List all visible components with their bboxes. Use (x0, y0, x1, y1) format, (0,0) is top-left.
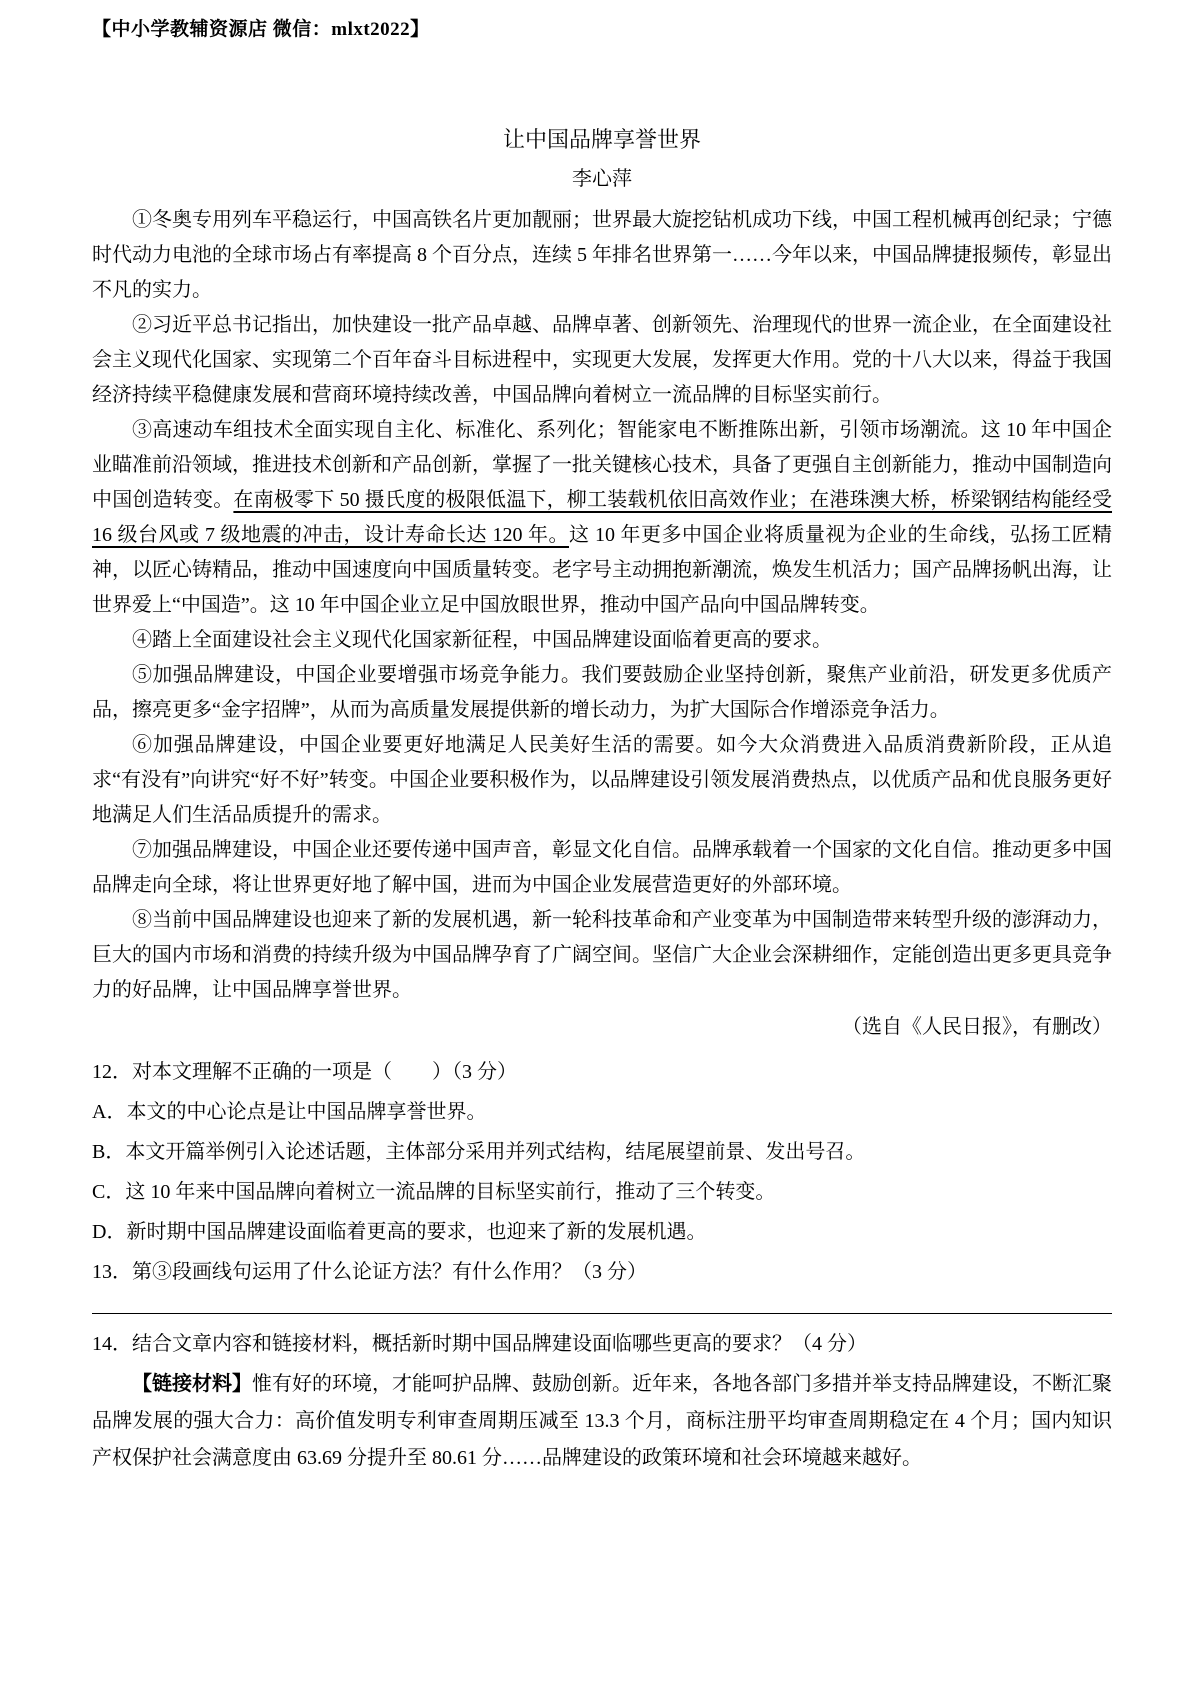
questions-section (92, 1052, 1112, 1477)
linked-material-label: 【链接材料】 (132, 1373, 252, 1395)
answer-writing-line (92, 1292, 1112, 1314)
question-12-option-a: A．本文的中心论点是让中国品牌享誉世界。 (92, 1101, 487, 1123)
paragraph-6: ⑥加强品牌建设，中国企业要更好地满足人民美好生活的需要。如今大众消费进入品质消费新阶段，正从追求“有没有”向讲究“好不好”转变。中国企业要积极作为，以品牌建设引领发展消费热点，以优质产品和优良服务更好地满足人们生活品质提升的需求。 (92, 734, 1112, 826)
question-14-stem: 14．结合文章内容和链接材料，概括新时期中国品牌建设面临哪些更高的要求？（4 分） (92, 1333, 867, 1355)
paragraph-3-tail: 这 10 年更多中国企业将质量视为企业的生命线，弘扬工匠精神，以匠心铸精品，推动中国速度向中国质量转变。老字号主动拥抱新潮流，焕发生机活力；国产品牌扬帆出海，让世界爱上“中国造”。这 10 年中国企业立足中国放眼世界，推动中国产品向中国品牌转变。 (92, 524, 1112, 616)
linked-material-text: 惟有好的环境，才能呵护品牌、鼓励创新。近年来，各地各部门多措并举支持品牌建设，不断汇聚品牌发展的强大合力：高价值发明专利审查周期压减至 13.3 个月，商标注册平均审查周期稳定在 4 个月；国内知识产权保护社会满意度由 63.69 分提升至 80.61 分……品牌建设的政策环境和社会环境越来越好。 (92, 1373, 1112, 1469)
question-13-stem: 13．第③段画线句运用了什么论证方法？有什么作用？（3 分） (92, 1261, 647, 1283)
store-watermark-header: 【中小学教辅资源店 微信：mlxt2022】 (92, 19, 430, 40)
question-12-option-c: C．这 10 年来中国品牌向着树立一流品牌的目标坚实前行，推动了三个转变。 (92, 1181, 776, 1203)
question-12-option-d: D．新时期中国品牌建设面临着更高的要求，也迎来了新的发展机遇。 (92, 1221, 707, 1243)
paragraph-1: ①冬奥专用列车平稳运行，中国高铁名片更加靓丽；世界最大旋挖钻机成功下线，中国工程机械再创纪录；宁德时代动力电池的全球市场占有率提高 8 个百分点，连续 5 年排名世界第一……今年以来，中国品牌捷报频传，彰显出不凡的实力。 (92, 209, 1112, 301)
article-author: 李心萍 (572, 168, 632, 190)
linked-material-paragraph (92, 1366, 1112, 1477)
question-12-stem: 12．对本文理解不正确的一项是（ ）（3 分） (92, 1061, 517, 1083)
article-body (92, 203, 1112, 1008)
paragraph-7: ⑦加强品牌建设，中国企业还要传递中国声音，彰显文化自信。品牌承载着一个国家的文化自信。推动更多中国品牌走向全球，将让世界更好地了解中国，进而为中国企业发展营造更好的外部环境。 (92, 839, 1112, 896)
source-attribution: （选自《人民日报》，有删改） (842, 1016, 1112, 1038)
article-title: 让中国品牌享誉世界 (502, 127, 701, 152)
paragraph-2: ②习近平总书记指出，加快建设一批产品卓越、品牌卓著、创新领先、治理现代的世界一流企业，在全面建设社会主义现代化国家、实现第二个百年奋斗目标进程中，实现更大发展，发挥更大作用。党的十八大以来，得益于我国经济持续平稳健康发展和营商环境持续改善，中国品牌向着树立一流品牌的目标坚实前行。 (92, 314, 1112, 406)
paragraph-3-lead: ③高速动车组技术全面实现自主化、标准化、系列化；智能家电不断推陈出新，引领市场潮流。这 10 年中国企业瞄准前沿领域，推进技术创新和产品创新，掌握了一批关键核心技术，具备了更强自主创新能力，推动中国制造向中国创造转变。 (92, 419, 1112, 511)
paragraph-3 (92, 413, 1112, 623)
paragraph-8: ⑧当前中国品牌建设也迎来了新的发展机遇，新一轮科技革命和产业变革为中国制造带来转型升级的澎湃动力，巨大的国内市场和消费的持续升级为中国品牌孕育了广阔空间。坚信广大企业会深耕细作，定能创造出更多更具竞争力的好品牌，让中国品牌享誉世界。 (92, 909, 1112, 1001)
paragraph-4: ④踏上全面建设社会主义现代化国家新征程，中国品牌建设面临着更高的要求。 (132, 629, 832, 651)
question-12-option-b: B．本文开篇举例引入论述话题，主体部分采用并列式结构，结尾展望前景、发出号召。 (92, 1141, 866, 1163)
paragraph-5: ⑤加强品牌建设，中国企业要增强市场竞争能力。我们要鼓励企业坚持创新，聚焦产业前沿，研发更多优质产品，擦亮更多“金字招牌”，从而为高质量发展提供新的增长动力，为扩大国际合作增添竞争活力。 (92, 664, 1112, 721)
paragraph-3-underlined-sentence: 在南极零下 50 摄氏度的极限低温下，柳工装载机依旧高效作业；在港珠澳大桥，桥梁钢结构能经受 16 级台风或 7 级地震的冲击，设计寿命长达 120 年。 (92, 489, 1113, 546)
